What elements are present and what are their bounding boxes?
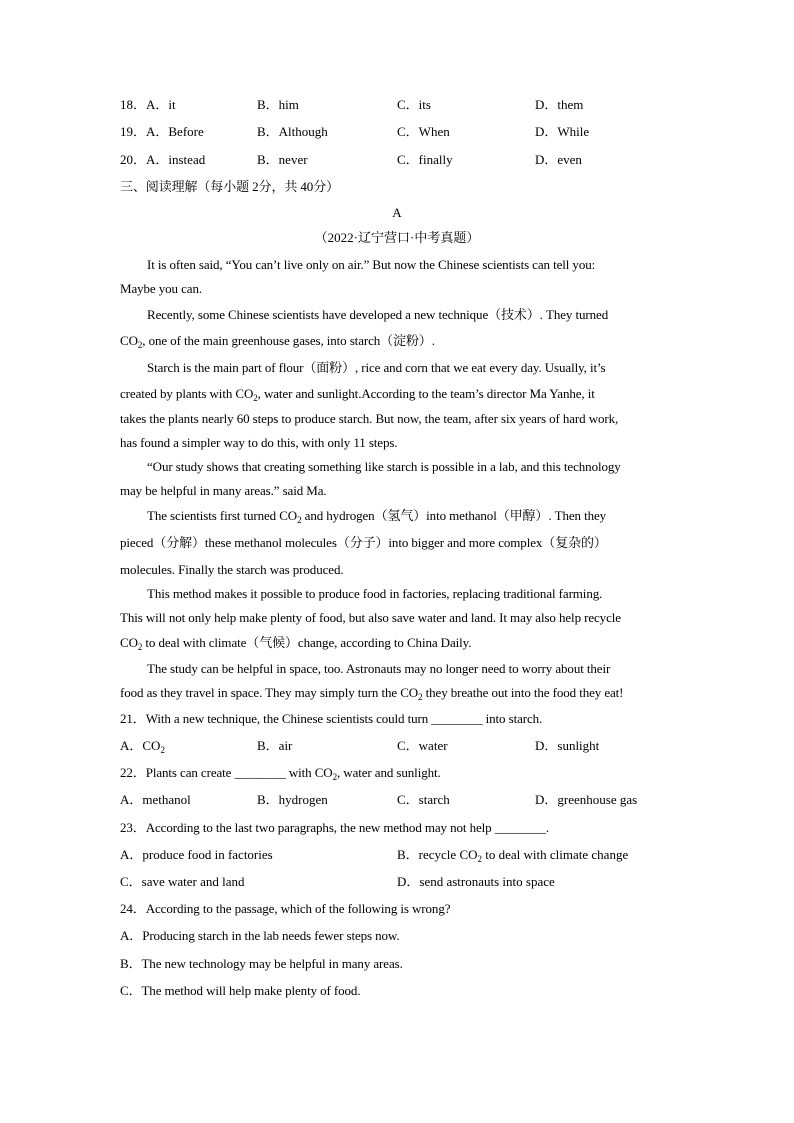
paragraph-5-line-3: molecules. Finally the starch was produced. (120, 562, 344, 577)
paragraph-3-line-4: has found a simpler way to do this, with only 11 steps. (120, 435, 398, 450)
q19-option-c: C．When (397, 124, 450, 139)
q21-option-a (120, 737, 165, 755)
co2-text: CO (120, 635, 138, 650)
subscript-2: 2 (160, 745, 165, 755)
q24-option-a: A．Producing starch in the lab needs fewer steps now. (120, 928, 400, 943)
q21-option-d: D．sunlight (535, 738, 600, 753)
paragraph-6-line-3-rest: to deal with climate（气候）change, according to China Daily. (142, 635, 472, 650)
subscript-2: 2 (253, 393, 258, 403)
q22-option-c: C．starch (397, 792, 450, 807)
q21-option-c: C．water (397, 738, 448, 753)
paragraph-3-line-2-start: created by plants with CO (120, 386, 254, 401)
q24-option-c: C．The method will help make plenty of food. (120, 983, 361, 998)
q18-option-b: B．him (257, 97, 299, 112)
q18-option-a: 18．A．it (120, 97, 176, 112)
paragraph-6-line-1: This method makes it possible to produce food in factories, replacing traditional farming. (147, 586, 603, 601)
question-22-start: 22．Plants can create ________ with CO (120, 765, 333, 780)
passage-letter: A (392, 205, 402, 220)
subscript-2: 2 (332, 772, 337, 782)
paragraph-5-line-1-rest: and hydrogen（氢气）into methanol（甲醇）. Then they (301, 508, 607, 523)
paragraph-2-line-2-rest: , one of the main greenhouse gases, into starch（淀粉）. (142, 333, 435, 348)
paragraph-6-line-3 (120, 634, 471, 652)
paragraph-7-line-1: The study can be helpful in space, too. Astronauts may no longer need to worry about their (147, 661, 611, 676)
q24-option-b: B．The new technology may be helpful in many areas. (120, 956, 403, 971)
q19-option-b: B．Although (257, 124, 328, 139)
q20-option-d: D．even (535, 152, 582, 167)
q20-option-b: B．never (257, 152, 308, 167)
paragraph-7-line-2-rest: they breathe out into the food they eat! (422, 685, 624, 700)
q22-option-a: A．methanol (120, 792, 191, 807)
paragraph-7-line-2 (120, 684, 623, 702)
q19-option-a: 19．A．Before (120, 124, 204, 139)
q23-option-b (397, 846, 628, 864)
question-22 (120, 764, 441, 782)
paragraph-7-line-2-start: food as they travel in space. They may simply turn the CO (120, 685, 419, 700)
question-24: 24．According to the passage, which of the following is wrong? (120, 901, 451, 916)
paragraph-5-line-2: pieced（分解）these methanol molecules（分子）into bigger and more complex（复杂的） (120, 535, 607, 550)
q20-option-c: C．finally (397, 152, 453, 167)
paragraph-3-line-2-rest: , water and sunlight.According to the team’s director Ma Yanhe, it (257, 386, 595, 401)
paragraph-3-line-1: Starch is the main part of flour（面粉）, rice and corn that we eat every day. Usually, it’s (147, 360, 606, 375)
q18-option-d: D．them (535, 97, 584, 112)
paragraph-1-line-1: It is often said, “You can’t live only on air.” But now the Chinese scientists can tell you: (147, 257, 596, 272)
paragraph-2-line-2 (120, 332, 435, 350)
q23-option-b-start: B．recycle CO (397, 847, 478, 862)
q22-option-d: D．greenhouse gas (535, 792, 638, 807)
q23-option-b-rest: to deal with climate change (482, 847, 629, 862)
question-21: 21．With a new technique, the Chinese scientists could turn ________ into starch. (120, 711, 543, 726)
question-22-rest: , water and sunlight. (336, 765, 441, 780)
question-23: 23．According to the last two paragraphs, the new method may not help ________. (120, 820, 550, 835)
paragraph-6-line-2: This will not only help make plenty of food, but also save water and land. It may also help recycle (120, 610, 621, 625)
subscript-2: 2 (297, 515, 302, 525)
section-title: 三、阅读理解（每小题 2分，共 40分） (120, 179, 340, 194)
q19-option-d: D．While (535, 124, 590, 139)
q23-option-a: A．produce food in factories (120, 847, 273, 862)
passage-source: （2022·辽宁营口·中考真题） (314, 230, 480, 245)
q23-option-d: D．send astronauts into space (397, 874, 555, 889)
q23-option-c: C．save water and land (120, 874, 245, 889)
subscript-2: 2 (137, 340, 143, 350)
paragraph-5-line-1-start: The scientists first turned CO (147, 508, 298, 523)
subscript-2: 2 (477, 854, 483, 864)
co2-text: CO (120, 333, 138, 348)
subscript-2: 2 (418, 692, 423, 702)
paragraph-1-line-2: Maybe you can. (120, 281, 202, 296)
q18-option-c: C．its (397, 97, 431, 112)
paragraph-3-line-2 (120, 385, 595, 403)
paragraph-3-line-3: takes the plants nearly 60 steps to produce starch. But now, the team, after six years of hard work, (120, 411, 619, 426)
paragraph-4-line-2: may be helpful in many areas.” said Ma. (120, 483, 327, 498)
paragraph-2-line-1: Recently, some Chinese scientists have developed a new technique（技术）. They turned (147, 307, 609, 322)
paragraph-5-line-1 (147, 507, 606, 525)
q21-option-a-text: A．CO (120, 738, 161, 753)
subscript-2: 2 (137, 642, 143, 652)
paragraph-4-line-1: “Our study shows that creating something like starch is possible in a lab, and this technology (147, 459, 621, 474)
q21-option-b: B．air (257, 738, 293, 753)
q22-option-b: B．hydrogen (257, 792, 328, 807)
q20-option-a: 20．A．instead (120, 152, 206, 167)
